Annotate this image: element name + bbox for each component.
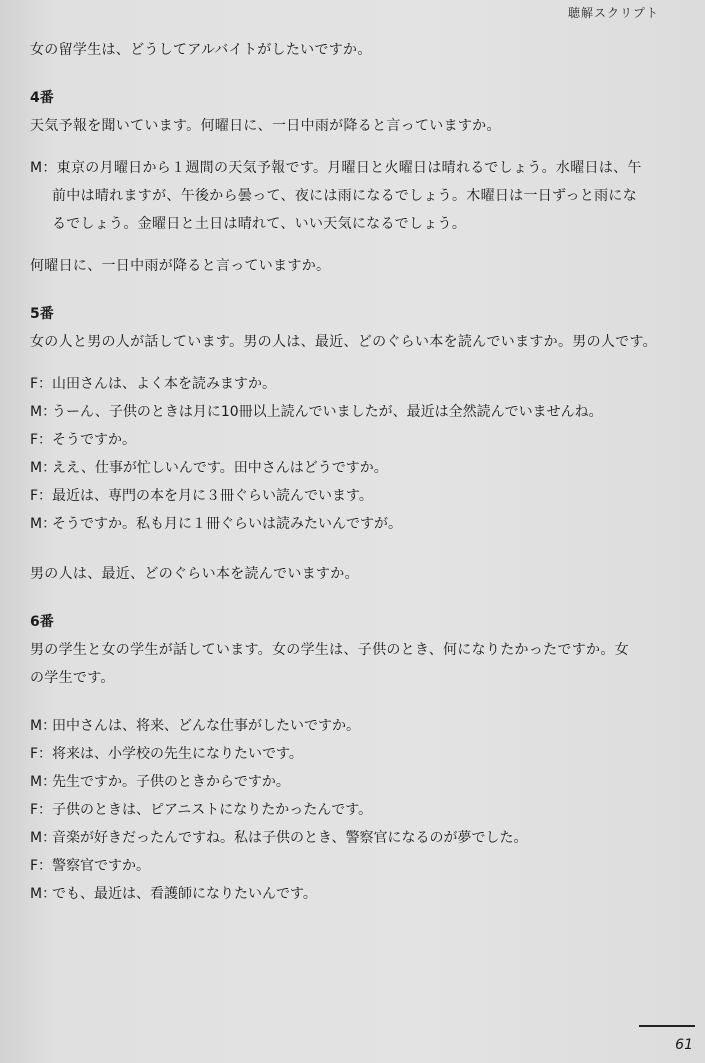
dialog-text: 田中さんは、将来、どんな仕事がしたいですか。 <box>52 718 360 734</box>
script-content <box>30 40 670 912</box>
speaker-label: F： <box>30 488 53 504</box>
dialog-text: 先生ですか。子供のときからですか。 <box>52 774 290 790</box>
footer-rule <box>639 1025 695 1027</box>
speaker-label: M： <box>30 886 57 902</box>
dialog-line <box>30 772 670 792</box>
dialog-line <box>30 374 670 394</box>
section-4-intro: 天気予報を聞いています。何曜日に、一日中雨が降ると言っていますか。 <box>30 118 501 134</box>
speaker-label: F： <box>30 746 53 762</box>
dialog-line <box>30 430 670 450</box>
section-5-question: 男の人は、最近、どのぐらい本を読んでいますか。 <box>30 566 359 582</box>
section-4-dialog-line: るでしょう。金曜日と土日は晴れて、いい天気になるでしょう。 <box>52 216 467 232</box>
speaker-label: F： <box>30 858 53 874</box>
dialog-text: そうですか。 <box>52 432 136 448</box>
dialog-line <box>30 884 670 904</box>
dialog-text: 最近は、専門の本を月に３冊ぐらい読んでいます。 <box>52 488 373 504</box>
speaker-label: M： <box>30 460 57 476</box>
speaker-label: M： <box>30 830 57 846</box>
section-4-heading: 4番 <box>30 90 54 106</box>
dialog-line <box>30 402 670 422</box>
section-5-intro: 女の人と男の人が話しています。男の人は、最近、どのぐらい本を読んでいますか。男の人です。 <box>30 334 657 350</box>
section-6-intro: 男の学生と女の学生が話しています。女の学生は、子供のとき、何になりたかったですか。女 <box>30 642 629 658</box>
section-5-heading: 5番 <box>30 306 54 322</box>
page-number: 61 <box>675 1037 693 1053</box>
section-6-intro-continued: の学生です。 <box>30 670 115 686</box>
speaker-label: M： <box>30 718 57 734</box>
section-4-question: 何曜日に、一日中雨が降ると言っていますか。 <box>30 258 331 274</box>
section-4-dialog-line: 前中は晴れますが、午後から曇って、夜には雨になるでしょう。木曜日は一日ずっと雨にな <box>52 188 638 204</box>
running-header: 聴解スクリプト <box>567 6 659 20</box>
dialog-line <box>30 744 670 764</box>
dialog-line <box>30 716 670 736</box>
dialog-line <box>30 856 670 876</box>
section-6-heading: 6番 <box>30 614 54 630</box>
dialog-line <box>30 800 670 820</box>
speaker-label: F： <box>30 432 53 448</box>
previous-question: 女の留学生は、どうしてアルバイトがしたいですか。 <box>30 42 372 58</box>
dialog-line <box>30 514 670 534</box>
speaker-label: M： <box>30 516 57 532</box>
speaker-label: F： <box>30 376 53 392</box>
dialog-line <box>30 486 670 506</box>
dialog-text: 山田さんは、よく本を読みますか。 <box>52 376 276 392</box>
dialog-text: 将来は、小学校の先生になりたいです。 <box>52 746 303 762</box>
dialog-text: でも、最近は、看護師になりたいんです。 <box>52 886 317 902</box>
dialog-line <box>30 828 670 848</box>
dialog-text: 音楽が好きだったんですね。私は子供のとき、警察官になるのが夢でした。 <box>52 830 528 846</box>
dialog-text: ええ、仕事が忙しいんです。田中さんはどうですか。 <box>52 460 388 476</box>
dialog-text: そうですか。私も月に１冊ぐらいは読みたいんですが。 <box>52 516 402 532</box>
dialog-line <box>30 458 670 478</box>
section-4-dialog-line: M：東京の月曜日から１週間の天気予報です。月曜日と火曜日は晴れるでしょう。水曜日は、午 <box>30 160 642 176</box>
speaker-label: F： <box>30 802 53 818</box>
dialog-text: 警察官ですか。 <box>52 858 150 874</box>
dialog-text: 子供のときは、ピアニストになりたかったんです。 <box>52 802 373 818</box>
dialog-text: うーん、子供のときは月に10冊以上読んでいましたが、最近は全然読んでいませんね。 <box>52 404 603 420</box>
speaker-label: M： <box>30 774 57 790</box>
speaker-label: M： <box>30 404 57 420</box>
